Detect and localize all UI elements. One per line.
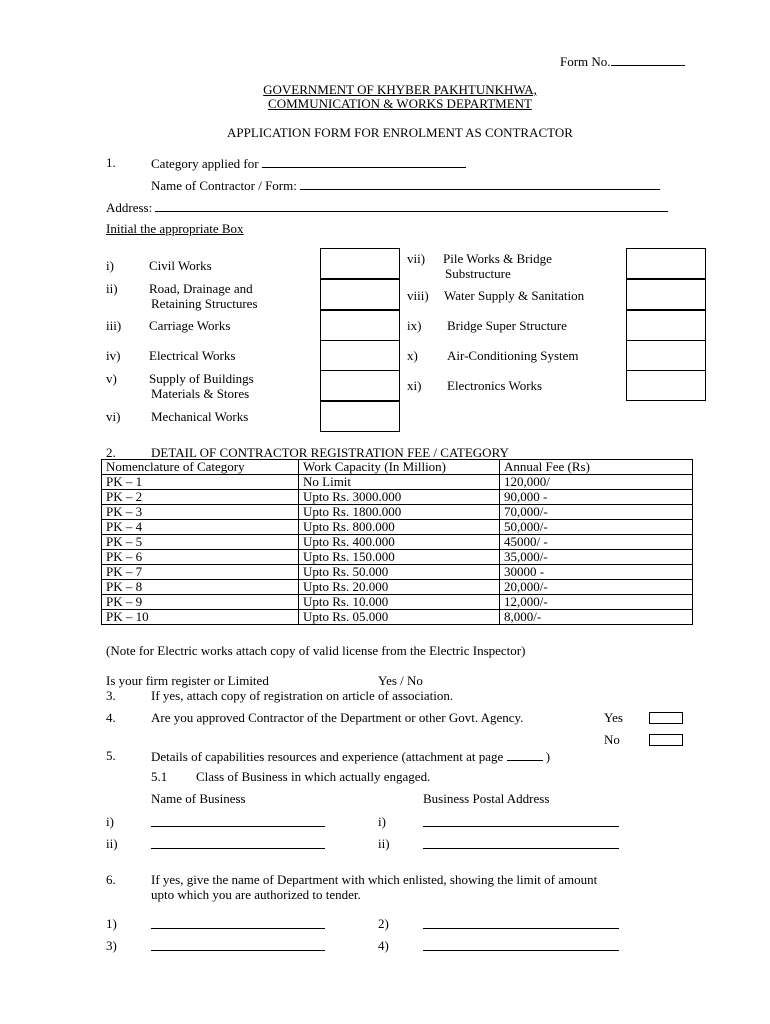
section-5-number: 5. xyxy=(106,748,116,763)
contractor-name-label: Name of Contractor / Form: xyxy=(151,178,297,193)
table-cell: Upto Rs. 800.000 xyxy=(299,520,500,535)
fee-table xyxy=(101,459,693,625)
approved-yes-label: Yes xyxy=(604,710,623,725)
address-field[interactable] xyxy=(155,199,668,212)
section-5-1-text: Class of Business in which actually engaged. xyxy=(196,769,431,784)
category-applied-row xyxy=(151,155,466,171)
table-cell: Upto Rs. 20.000 xyxy=(299,580,500,595)
cat-right-num: vii) xyxy=(407,251,426,266)
table-row xyxy=(102,475,693,490)
form-number-field[interactable] xyxy=(611,53,685,66)
address-row-num: i) xyxy=(378,814,386,829)
attachment-page-field[interactable] xyxy=(507,748,543,761)
table-cell: 70,000/- xyxy=(500,505,693,520)
category-applied-field[interactable] xyxy=(262,155,466,168)
section-1-number: 1. xyxy=(106,155,116,170)
table-cell: Upto Rs. 1800.000 xyxy=(299,505,500,520)
cat-electronics-box[interactable] xyxy=(626,370,706,401)
cat-air-conditioning-box[interactable] xyxy=(626,340,706,371)
table-header-cell: Annual Fee (Rs) xyxy=(500,460,693,475)
business-name-field-2[interactable] xyxy=(151,848,325,849)
table-cell: 8,000/- xyxy=(500,610,693,625)
cat-left-num: i) xyxy=(106,258,114,273)
cat-bridge-super-box[interactable] xyxy=(626,310,706,341)
table-cell: 120,000/ xyxy=(500,475,693,490)
table-header-cell: Work Capacity (In Million) xyxy=(299,460,500,475)
cat-road-drainage-box[interactable] xyxy=(320,279,400,310)
table-cell: PK – 2 xyxy=(102,490,299,505)
cat-right-num: ix) xyxy=(407,318,422,333)
section-4-text: Are you approved Contractor of the Department or other Govt. Agency. xyxy=(151,710,524,725)
address-row-num: ii) xyxy=(378,836,390,851)
section-5-close-paren: ) xyxy=(545,749,551,764)
header-government: GOVERNMENT OF KHYBER PAKHTUNKHWA, xyxy=(263,82,537,97)
dept-item-num: 3) xyxy=(106,938,117,953)
table-row xyxy=(102,550,693,565)
section-5-1-number: 5.1 xyxy=(151,769,168,784)
approved-yes-checkbox[interactable] xyxy=(649,712,683,724)
table-cell: 45000/ - xyxy=(500,535,693,550)
cat-water-supply-box[interactable] xyxy=(626,279,706,310)
name-of-business-header: Name of Business xyxy=(151,791,246,806)
approved-no-label: No xyxy=(604,732,620,747)
cat-pile-works-label-2: Substructure xyxy=(445,266,511,281)
cat-right-num: xi) xyxy=(407,378,422,393)
cat-road-drainage-label-2: Retaining Structures xyxy=(151,296,258,311)
cat-left-num: vi) xyxy=(106,409,121,424)
category-applied-label: Category applied for xyxy=(151,156,259,171)
table-cell: PK – 9 xyxy=(102,595,299,610)
table-cell: 30000 - xyxy=(500,565,693,580)
table-row xyxy=(102,565,693,580)
section-4-number: 4. xyxy=(106,710,116,725)
table-cell: PK – 4 xyxy=(102,520,299,535)
table-cell: 50,000/- xyxy=(500,520,693,535)
cat-mechanical-works-label: Mechanical Works xyxy=(151,409,249,424)
section-5-text: Details of capabilities resources and experience (attachment at page xyxy=(151,749,504,764)
cat-supply-buildings-label-2: Materials & Stores xyxy=(151,386,250,401)
dept-field-2[interactable] xyxy=(423,928,619,929)
cat-left-num: ii) xyxy=(106,281,118,296)
business-name-field-1[interactable] xyxy=(151,826,325,827)
table-row xyxy=(102,580,693,595)
cat-left-num: iii) xyxy=(106,318,122,333)
table-row xyxy=(102,610,693,625)
electric-works-note: (Note for Electric works attach copy of valid license from the Electric Inspector) xyxy=(106,643,526,658)
cat-right-num: x) xyxy=(407,348,418,363)
section-2-title: DETAIL OF CONTRACTOR REGISTRATION FEE / CATEGORY xyxy=(151,445,509,460)
table-cell: Upto Rs. 400.000 xyxy=(299,535,500,550)
section-3-text: If yes, attach copy of registration on article of association. xyxy=(151,688,454,703)
form-title: APPLICATION FORM FOR ENROLMENT AS CONTRACTOR xyxy=(227,125,573,140)
cat-mechanical-works-box[interactable] xyxy=(320,401,400,432)
cat-civil-works-label: Civil Works xyxy=(149,258,212,273)
table-row xyxy=(102,535,693,550)
cat-carriage-works-box[interactable] xyxy=(320,310,400,341)
table-cell: Upto Rs. 10.000 xyxy=(299,595,500,610)
table-cell: 35,000/- xyxy=(500,550,693,565)
table-cell: PK – 10 xyxy=(102,610,299,625)
business-row-num: ii) xyxy=(106,836,118,851)
cat-carriage-works-label: Carriage Works xyxy=(149,318,231,333)
contractor-name-field[interactable] xyxy=(300,177,660,190)
cat-road-drainage-label: Road, Drainage and xyxy=(149,281,253,296)
business-address-field-2[interactable] xyxy=(423,848,619,849)
table-row xyxy=(102,520,693,535)
cat-right-num: viii) xyxy=(407,288,429,303)
cat-bridge-super-label: Bridge Super Structure xyxy=(447,318,567,333)
cat-electronics-label: Electronics Works xyxy=(447,378,543,393)
table-cell: 20,000/- xyxy=(500,580,693,595)
table-cell: Upto Rs. 150.000 xyxy=(299,550,500,565)
table-cell: PK – 5 xyxy=(102,535,299,550)
table-cell: Upto Rs. 3000.000 xyxy=(299,490,500,505)
cat-pile-works-box[interactable] xyxy=(626,248,706,279)
dept-item-num: 2) xyxy=(378,916,389,931)
contractor-name-row xyxy=(151,177,660,193)
approved-no-checkbox[interactable] xyxy=(649,734,683,746)
section-5-row xyxy=(151,748,550,764)
address-row xyxy=(106,199,668,215)
table-cell: Upto Rs. 05.000 xyxy=(299,610,500,625)
table-cell: PK – 3 xyxy=(102,505,299,520)
table-row xyxy=(102,595,693,610)
section-6-text-1: If yes, give the name of Department with which enlisted, showing the limit of amount xyxy=(151,872,598,887)
table-row xyxy=(102,505,693,520)
address-label: Address: xyxy=(106,200,153,215)
firm-register-yes-no[interactable]: Yes / No xyxy=(378,673,423,688)
table-header-cell: Nomenclature of Category xyxy=(102,460,299,475)
cat-supply-buildings-label: Supply of Buildings xyxy=(149,371,254,386)
cat-pile-works-label: Pile Works & Bridge xyxy=(443,251,552,266)
business-row-num: i) xyxy=(106,814,114,829)
table-cell: PK – 1 xyxy=(102,475,299,490)
cat-supply-buildings-box[interactable] xyxy=(320,370,400,401)
initial-box-instruction: Initial the appropriate Box xyxy=(106,221,244,236)
cat-electrical-works-label: Electrical Works xyxy=(149,348,236,363)
form-number-label: Form No. xyxy=(560,53,685,69)
table-cell: 12,000/- xyxy=(500,595,693,610)
section-2-number: 2. xyxy=(106,445,116,460)
table-row xyxy=(102,490,693,505)
table-cell: PK – 8 xyxy=(102,580,299,595)
cat-left-num: v) xyxy=(106,371,117,386)
cat-civil-works-box[interactable] xyxy=(320,248,400,279)
dept-field-4[interactable] xyxy=(423,950,619,951)
firm-register-question: Is your firm register or Limited xyxy=(106,673,269,688)
table-cell: PK – 6 xyxy=(102,550,299,565)
table-cell: 90,000 - xyxy=(500,490,693,505)
table-header-row xyxy=(102,460,693,475)
section-6-number: 6. xyxy=(106,872,116,887)
cat-air-conditioning-label: Air-Conditioning System xyxy=(447,348,579,363)
section-3-number: 3. xyxy=(106,688,116,703)
business-address-header: Business Postal Address xyxy=(423,791,550,806)
dept-field-3[interactable] xyxy=(151,950,325,951)
table-cell: Upto Rs. 50.000 xyxy=(299,565,500,580)
section-6-text-2: upto which you are authorized to tender. xyxy=(151,887,361,902)
dept-item-num: 4) xyxy=(378,938,389,953)
dept-item-num: 1) xyxy=(106,916,117,931)
business-address-field-1[interactable] xyxy=(423,826,619,827)
table-cell: No Limit xyxy=(299,475,500,490)
table-cell: PK – 7 xyxy=(102,565,299,580)
cat-water-supply-label: Water Supply & Sanitation xyxy=(444,288,585,303)
header-department: COMMUNICATION & WORKS DEPARTMENT xyxy=(268,96,532,111)
cat-electrical-works-box[interactable] xyxy=(320,340,400,371)
dept-field-1[interactable] xyxy=(151,928,325,929)
cat-left-num: iv) xyxy=(106,348,121,363)
